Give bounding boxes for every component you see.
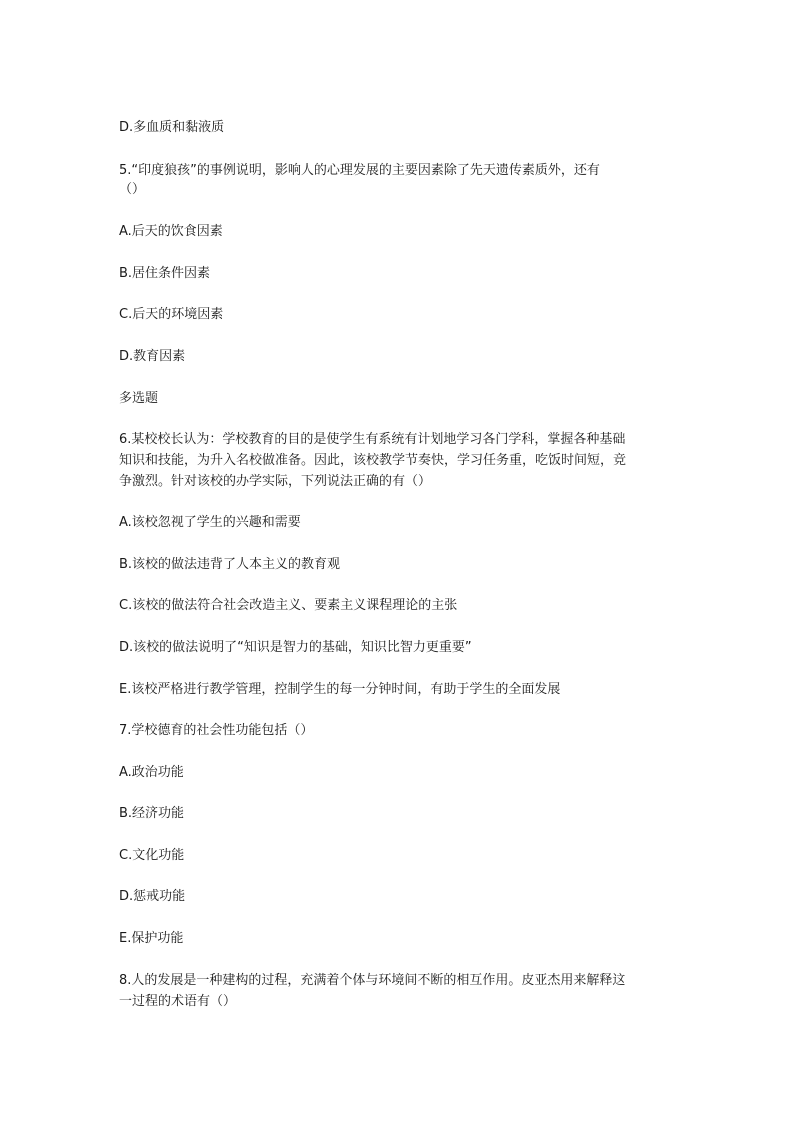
q8-stem-line-2: 一过程的术语有（） xyxy=(119,994,237,1009)
q6-stem-line-1: 6.某校校长认为：学校教育的目的是使学生有系统有计划地学习各门学科，掌握各种基础 xyxy=(119,432,626,447)
q5-stem xyxy=(119,160,679,198)
q8-stem xyxy=(119,970,679,1012)
q8-stem-line-1: 8.人的发展是一种建构的过程，充满着个体与环境间不断的相互作用。皮亚杰用来解释这 xyxy=(119,973,626,988)
q5-option-c: C.后天的环境因素 xyxy=(119,307,224,322)
q7-option-e: E.保护功能 xyxy=(119,931,184,946)
q4-option-d: D.多血质和黏液质 xyxy=(119,120,225,135)
q6-stem-line-3: 争激烈。针对该校的办学实际，下列说法正确的有（） xyxy=(119,474,432,489)
q7-option-d: D.惩戒功能 xyxy=(119,889,186,904)
q6-option-c: C.该校的做法符合社会改造主义、要素主义课程理论的主张 xyxy=(119,598,458,613)
q6-option-e: E.该校严格进行教学管理，控制学生的每一分钟时间，有助于学生的全面发展 xyxy=(119,682,561,697)
q6-option-a: A.该校忽视了学生的兴趣和需要 xyxy=(119,515,301,530)
q5-option-b: B.居住条件因素 xyxy=(119,266,211,281)
q7-stem: 7.学校德育的社会性功能包括（） xyxy=(119,723,314,738)
q6-option-b: B.该校的做法违背了人本主义的教育观 xyxy=(119,557,341,572)
q5-option-d: D.教育因素 xyxy=(119,349,186,364)
q5-stem-line-2: （） xyxy=(119,182,146,197)
q5-option-a: A.后天的饮食因素 xyxy=(119,224,223,239)
q5-stem-line-1: 5.“印度狼孩”的事例说明，影响人的心理发展的主要因素除了先天遗传素质外，还有 xyxy=(119,163,600,178)
section-title-multiple-choice: 多选题 xyxy=(119,391,159,406)
q6-option-d: D.该校的做法说明了“知识是智力的基础，知识比智力更重要” xyxy=(119,640,472,655)
q7-option-b: B.经济功能 xyxy=(119,806,185,821)
q7-option-a: A.政治功能 xyxy=(119,765,184,780)
q6-stem xyxy=(119,429,679,492)
q7-option-c: C.文化功能 xyxy=(119,848,185,863)
q6-stem-line-2: 知识和技能，为升入名校做准备。因此，该校教学节奏快，学习任务重，吃饭时间短，竞 xyxy=(119,453,627,468)
